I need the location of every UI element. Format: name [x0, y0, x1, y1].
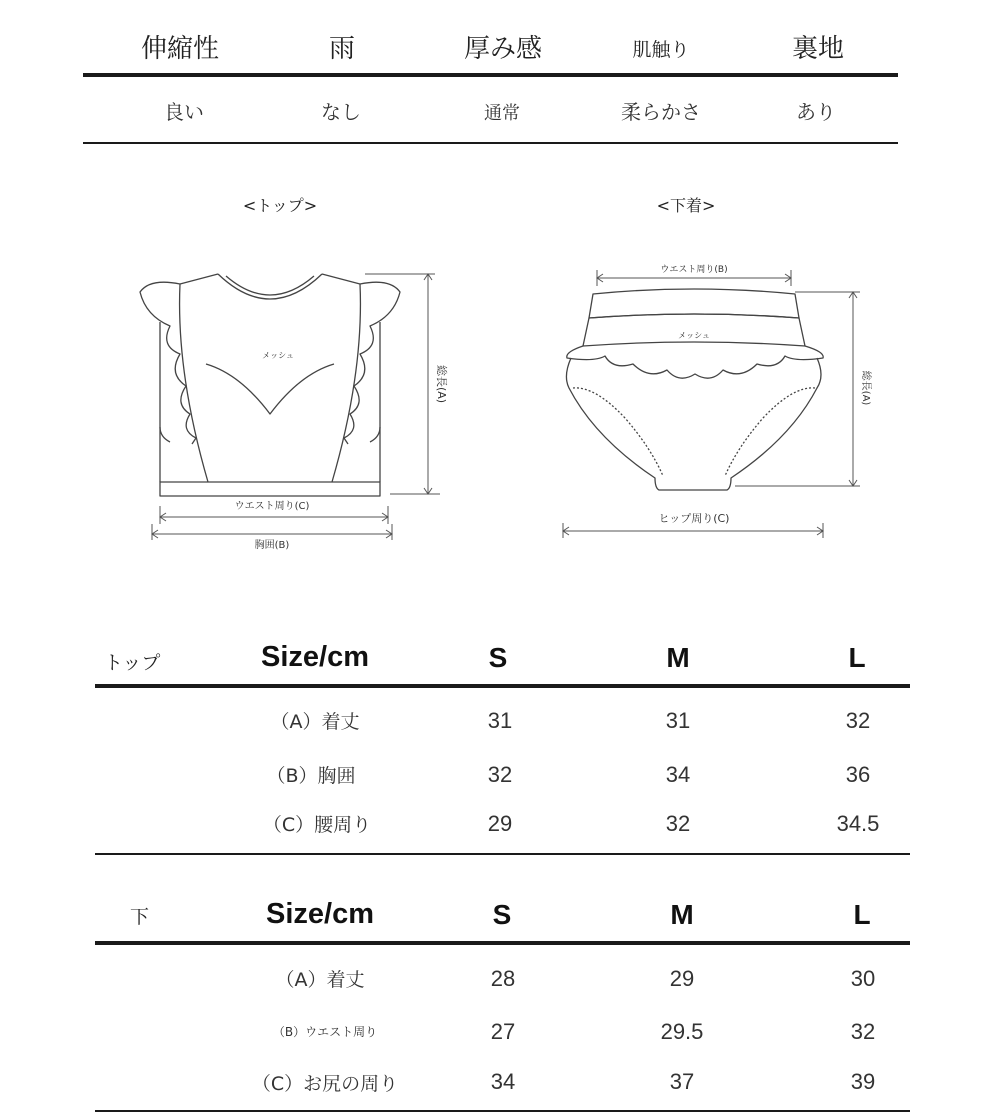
table-cell: 34: [490, 1069, 516, 1094]
top-garment-diagram: [130, 262, 450, 562]
table-cell: 34: [665, 762, 691, 787]
table-row-label: （B）胸囲: [266, 765, 356, 787]
size-table-bottom-col-s: S: [492, 899, 512, 930]
property-header-rain: 雨: [328, 34, 356, 64]
property-value-lining: あり: [796, 100, 836, 124]
size-table-bottom-title: 下: [130, 906, 150, 928]
table-cell: 31: [487, 708, 513, 733]
table-cell: 28: [490, 966, 516, 991]
table-cell: 29: [487, 811, 513, 836]
size-table-bottom-size-header: Size/cm: [266, 898, 374, 930]
table-cell: 32: [665, 811, 691, 836]
property-value-texture: 柔らかさ: [621, 100, 701, 124]
table-cell: 34.5: [836, 811, 880, 836]
table-cell: 32: [850, 1019, 876, 1044]
size-table-top-title: トップ: [104, 652, 161, 674]
size-table-top-divider-thin: [95, 853, 910, 855]
table-row-label: （B）ウエスト周り: [272, 1025, 378, 1039]
bottom-hip-label: ヒップ周り(C): [658, 512, 730, 525]
top-length-label: 総長(A): [435, 364, 448, 404]
size-table-bottom-col-m: M: [670, 899, 694, 930]
size-table-bottom-divider-thick: [95, 941, 910, 945]
right-ruffle: [344, 282, 400, 444]
top-collar-inner: [226, 276, 314, 295]
size-table-bottom-divider-thin: [95, 1110, 910, 1112]
top-fabric-label: メッシュ: [262, 351, 294, 360]
table-row-label: （A）着丈: [270, 711, 360, 733]
table-cell: 29.5: [660, 1019, 704, 1044]
size-table-bottom-col-l: L: [853, 899, 871, 930]
property-divider-thick: [83, 73, 898, 77]
property-value-stretch: 良い: [164, 100, 204, 124]
top-hem-band: [160, 482, 380, 496]
property-value-thickness: 通常: [484, 103, 520, 124]
bottom-garment-diagram: [555, 258, 880, 548]
table-row-label: （C）お尻の周り: [251, 1073, 399, 1095]
size-table-top-col-m: M: [666, 642, 690, 673]
table-cell: 37: [669, 1069, 695, 1094]
table-row-label: （A）着丈: [275, 969, 365, 991]
bottom-length-label: 総長(A): [860, 370, 871, 406]
table-cell: 29: [669, 966, 695, 991]
top-waist-label: ウエスト周り(C): [234, 501, 310, 512]
size-table-top-col-l: L: [848, 642, 866, 673]
table-cell: 27: [490, 1019, 516, 1044]
bottom-diagram-caption: <下着>: [656, 196, 716, 215]
table-cell: 39: [850, 1069, 876, 1094]
top-chest-label: 胸囲(B): [254, 540, 290, 551]
property-value-rain: なし: [321, 100, 361, 124]
table-row-label: （C）腰周り: [262, 814, 372, 836]
size-table-top-col-s: S: [488, 642, 508, 673]
bottom-waist-label: ウエスト周り(B): [660, 265, 728, 275]
bottom-fabric-label: メッシュ: [678, 331, 710, 340]
size-table-top-divider-thick: [95, 684, 910, 688]
table-cell: 32: [845, 708, 871, 733]
left-ruffle: [140, 282, 196, 444]
size-table-top-size-header: Size/cm: [261, 641, 369, 673]
bottom-ruffle: [567, 346, 823, 378]
property-header-texture: 肌触り: [632, 39, 690, 61]
sweetheart-seam: [206, 364, 334, 414]
table-cell: 30: [850, 966, 876, 991]
property-header-thickness: 厚み感: [463, 34, 543, 64]
property-divider-thin: [83, 142, 898, 144]
table-cell: 36: [845, 762, 871, 787]
table-cell: 32: [487, 762, 513, 787]
table-cell: 31: [665, 708, 691, 733]
property-header-lining: 裏地: [791, 34, 845, 64]
top-diagram-caption: <トップ>: [242, 196, 318, 215]
property-header-stretch: 伸縮性: [140, 34, 220, 64]
